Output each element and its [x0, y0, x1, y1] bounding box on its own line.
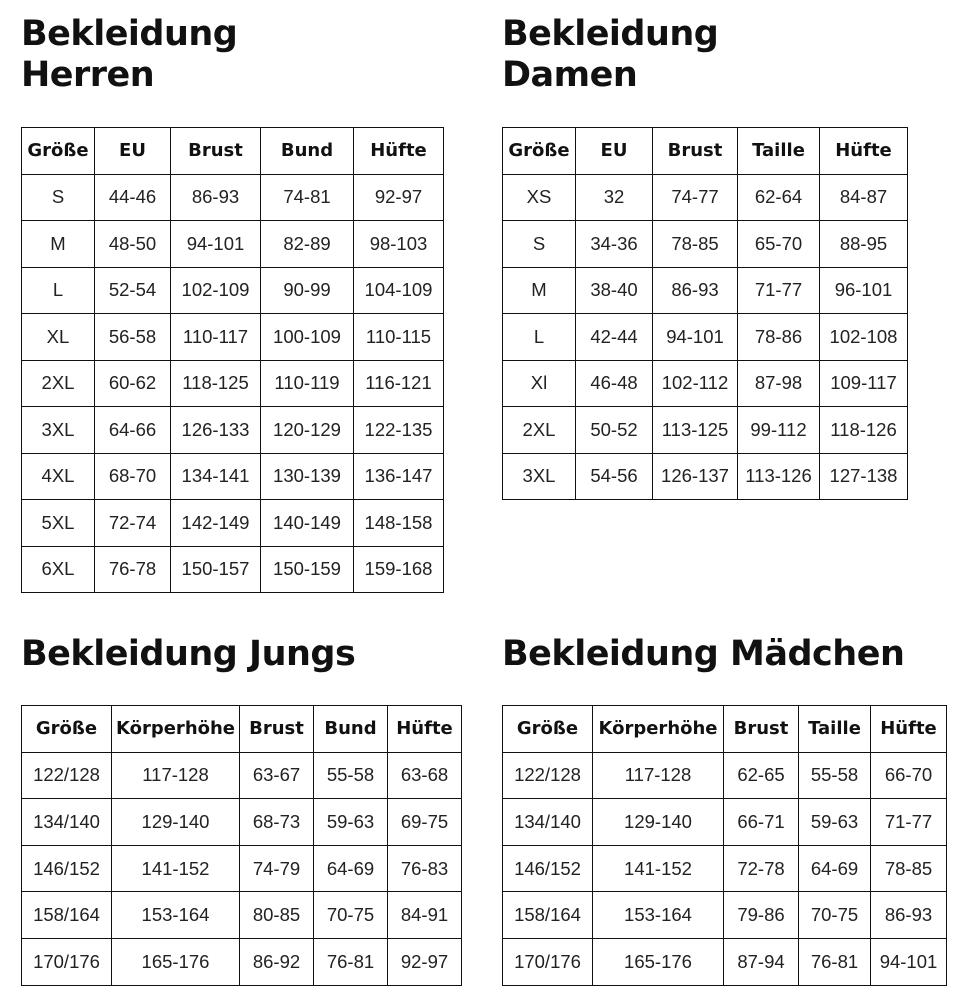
- table-cell: 78-85: [653, 221, 738, 268]
- table-cell: 126-137: [653, 453, 738, 500]
- table-cell: 78-86: [738, 314, 820, 361]
- table-cell: 54-56: [576, 453, 653, 500]
- table-cell: 134-141: [171, 453, 261, 500]
- table-cell: 130-139: [261, 453, 354, 500]
- table-cell: 60-62: [95, 360, 171, 407]
- table-row: [503, 752, 947, 799]
- table-cell: 86-93: [871, 892, 947, 939]
- table-cell: 74-77: [653, 174, 738, 221]
- table-cell: 69-75: [388, 799, 462, 846]
- table-cell: 142-149: [171, 500, 261, 547]
- table-row: [503, 221, 908, 268]
- table-cell: 150-159: [261, 546, 354, 593]
- table-row: [22, 500, 444, 547]
- table-cell: 94-101: [871, 938, 947, 985]
- table-cell: 80-85: [240, 892, 314, 939]
- column-header: Größe: [22, 128, 95, 175]
- table-cell: 74-79: [240, 845, 314, 892]
- table-cell: 70-75: [314, 892, 388, 939]
- table-cell: 50-52: [576, 407, 653, 454]
- table-cell: 110-117: [171, 314, 261, 361]
- header-row: [503, 706, 947, 753]
- table-row: [503, 938, 947, 985]
- jungs-heading: Bekleidung Jungs: [21, 634, 356, 674]
- table-row: [503, 845, 947, 892]
- table-cell: 153-164: [593, 892, 724, 939]
- table-cell: 56-58: [95, 314, 171, 361]
- table-cell: 79-86: [724, 892, 799, 939]
- table-cell: Xl: [503, 360, 576, 407]
- table-cell: L: [22, 267, 95, 314]
- table-cell: 6XL: [22, 546, 95, 593]
- column-header: Hüfte: [871, 706, 947, 753]
- header-row: [22, 128, 444, 175]
- table-cell: 94-101: [653, 314, 738, 361]
- table-cell: 122/128: [22, 752, 112, 799]
- column-header: Brust: [240, 706, 314, 753]
- table-cell: 87-94: [724, 938, 799, 985]
- table-cell: 65-70: [738, 221, 820, 268]
- damen-size-table: [502, 127, 908, 500]
- table-cell: 86-93: [171, 174, 261, 221]
- table-cell: 90-99: [261, 267, 354, 314]
- table-cell: 68-70: [95, 453, 171, 500]
- table-cell: 153-164: [112, 892, 240, 939]
- table-cell: 113-125: [653, 407, 738, 454]
- table-cell: 76-81: [799, 938, 871, 985]
- damen-title-line2: Damen: [502, 55, 638, 95]
- table-cell: 141-152: [112, 845, 240, 892]
- table-cell: M: [503, 267, 576, 314]
- column-header: Bund: [261, 128, 354, 175]
- table-cell: 71-77: [738, 267, 820, 314]
- table-cell: 63-68: [388, 752, 462, 799]
- herren-title: [21, 14, 237, 96]
- column-header: Körperhöhe: [593, 706, 724, 753]
- table-row: [22, 453, 444, 500]
- table-row: [22, 752, 462, 799]
- table-cell: 150-157: [171, 546, 261, 593]
- table-cell: 66-71: [724, 799, 799, 846]
- table-cell: 170/176: [503, 938, 593, 985]
- table-cell: 127-138: [820, 453, 908, 500]
- column-header: Größe: [22, 706, 112, 753]
- table-cell: 170/176: [22, 938, 112, 985]
- table-cell: 76-78: [95, 546, 171, 593]
- column-header: Hüfte: [388, 706, 462, 753]
- table-cell: 165-176: [112, 938, 240, 985]
- table-cell: 98-103: [354, 221, 444, 268]
- table-cell: 140-149: [261, 500, 354, 547]
- table-cell: 88-95: [820, 221, 908, 268]
- table-row: [22, 799, 462, 846]
- table-cell: 76-81: [314, 938, 388, 985]
- table-cell: 64-69: [799, 845, 871, 892]
- table-cell: 118-126: [820, 407, 908, 454]
- table-cell: 32: [576, 174, 653, 221]
- table-cell: XS: [503, 174, 576, 221]
- table-cell: 118-125: [171, 360, 261, 407]
- table-cell: 116-121: [354, 360, 444, 407]
- herren-heading: [21, 14, 237, 96]
- table-row: [503, 267, 908, 314]
- table-cell: 92-97: [388, 938, 462, 985]
- damen-heading: [502, 14, 718, 96]
- table-cell: 146/152: [22, 845, 112, 892]
- table-cell: 165-176: [593, 938, 724, 985]
- table-cell: 96-101: [820, 267, 908, 314]
- damen-title-line1: Bekleidung: [502, 14, 719, 54]
- table-cell: 38-40: [576, 267, 653, 314]
- table-row: [22, 360, 444, 407]
- table-cell: 110-115: [354, 314, 444, 361]
- table-row: [22, 892, 462, 939]
- table-cell: 110-119: [261, 360, 354, 407]
- header-row: [503, 128, 908, 175]
- table-cell: M: [22, 221, 95, 268]
- table-cell: 109-117: [820, 360, 908, 407]
- table-cell: 102-112: [653, 360, 738, 407]
- table-row: [22, 314, 444, 361]
- table-cell: 120-129: [261, 407, 354, 454]
- table-cell: 158/164: [22, 892, 112, 939]
- table-cell: 52-54: [95, 267, 171, 314]
- table-cell: 159-168: [354, 546, 444, 593]
- table-cell: 102-108: [820, 314, 908, 361]
- column-header: EU: [576, 128, 653, 175]
- jungs-size-table: [21, 705, 462, 986]
- table-row: [22, 546, 444, 593]
- table-row: [503, 174, 908, 221]
- table-cell: 59-63: [799, 799, 871, 846]
- table-cell: 92-97: [354, 174, 444, 221]
- table-cell: 136-147: [354, 453, 444, 500]
- table-cell: 134/140: [503, 799, 593, 846]
- table-cell: 66-70: [871, 752, 947, 799]
- table-cell: 70-75: [799, 892, 871, 939]
- table-cell: 71-77: [871, 799, 947, 846]
- table-cell: 63-67: [240, 752, 314, 799]
- table-cell: 42-44: [576, 314, 653, 361]
- herren-size-table: [21, 127, 444, 593]
- table-cell: 74-81: [261, 174, 354, 221]
- column-header: Hüfte: [820, 128, 908, 175]
- herren-title-line1: Bekleidung: [21, 14, 238, 54]
- table-row: [503, 314, 908, 361]
- table-cell: 146/152: [503, 845, 593, 892]
- herren-title-line2: Herren: [21, 55, 155, 95]
- table-cell: 113-126: [738, 453, 820, 500]
- table-cell: 134/140: [22, 799, 112, 846]
- table-cell: 126-133: [171, 407, 261, 454]
- table-cell: 2XL: [503, 407, 576, 454]
- maedchen-size-table: [502, 705, 947, 986]
- damen-title: [502, 14, 718, 96]
- table-cell: 94-101: [171, 221, 261, 268]
- table-cell: 3XL: [22, 407, 95, 454]
- column-header: Größe: [503, 128, 576, 175]
- table-cell: 117-128: [593, 752, 724, 799]
- table-cell: 68-73: [240, 799, 314, 846]
- column-header: EU: [95, 128, 171, 175]
- table-cell: 122/128: [503, 752, 593, 799]
- column-header: Bund: [314, 706, 388, 753]
- column-header: Körperhöhe: [112, 706, 240, 753]
- table-cell: 84-91: [388, 892, 462, 939]
- column-header: Brust: [171, 128, 261, 175]
- table-cell: 48-50: [95, 221, 171, 268]
- table-cell: 117-128: [112, 752, 240, 799]
- table-cell: 62-65: [724, 752, 799, 799]
- table-cell: XL: [22, 314, 95, 361]
- table-row: [503, 799, 947, 846]
- table-cell: 99-112: [738, 407, 820, 454]
- table-cell: S: [22, 174, 95, 221]
- table-cell: 84-87: [820, 174, 908, 221]
- table-cell: 62-64: [738, 174, 820, 221]
- table-cell: 55-58: [314, 752, 388, 799]
- table-cell: 104-109: [354, 267, 444, 314]
- table-cell: 87-98: [738, 360, 820, 407]
- table-row: [503, 360, 908, 407]
- table-cell: L: [503, 314, 576, 361]
- column-header: Brust: [724, 706, 799, 753]
- table-cell: 64-66: [95, 407, 171, 454]
- table-cell: 55-58: [799, 752, 871, 799]
- table-cell: 4XL: [22, 453, 95, 500]
- header-row: [22, 706, 462, 753]
- table-cell: 76-83: [388, 845, 462, 892]
- table-row: [22, 221, 444, 268]
- table-row: [22, 845, 462, 892]
- column-header: Größe: [503, 706, 593, 753]
- column-header: Taille: [799, 706, 871, 753]
- table-cell: 34-36: [576, 221, 653, 268]
- table-cell: 122-135: [354, 407, 444, 454]
- maedchen-title: [502, 634, 904, 675]
- table-row: [503, 453, 908, 500]
- table-cell: 158/164: [503, 892, 593, 939]
- column-header: Brust: [653, 128, 738, 175]
- table-cell: 78-85: [871, 845, 947, 892]
- table-cell: 148-158: [354, 500, 444, 547]
- table-cell: 86-93: [653, 267, 738, 314]
- table-cell: 100-109: [261, 314, 354, 361]
- table-cell: 3XL: [503, 453, 576, 500]
- table-cell: S: [503, 221, 576, 268]
- table-cell: 129-140: [593, 799, 724, 846]
- table-cell: 72-78: [724, 845, 799, 892]
- table-cell: 64-69: [314, 845, 388, 892]
- table-cell: 82-89: [261, 221, 354, 268]
- table-cell: 102-109: [171, 267, 261, 314]
- jungs-title: [21, 634, 355, 675]
- table-row: [22, 267, 444, 314]
- table-row: [22, 174, 444, 221]
- table-row: [22, 407, 444, 454]
- maedchen-heading: Bekleidung Mädchen: [502, 634, 905, 674]
- table-cell: 59-63: [314, 799, 388, 846]
- table-cell: 44-46: [95, 174, 171, 221]
- table-cell: 46-48: [576, 360, 653, 407]
- table-cell: 129-140: [112, 799, 240, 846]
- table-cell: 141-152: [593, 845, 724, 892]
- table-cell: 72-74: [95, 500, 171, 547]
- column-header: Taille: [738, 128, 820, 175]
- table-cell: 2XL: [22, 360, 95, 407]
- table-row: [503, 407, 908, 454]
- column-header: Hüfte: [354, 128, 444, 175]
- table-row: [22, 938, 462, 985]
- table-cell: 5XL: [22, 500, 95, 547]
- table-row: [503, 892, 947, 939]
- table-cell: 86-92: [240, 938, 314, 985]
